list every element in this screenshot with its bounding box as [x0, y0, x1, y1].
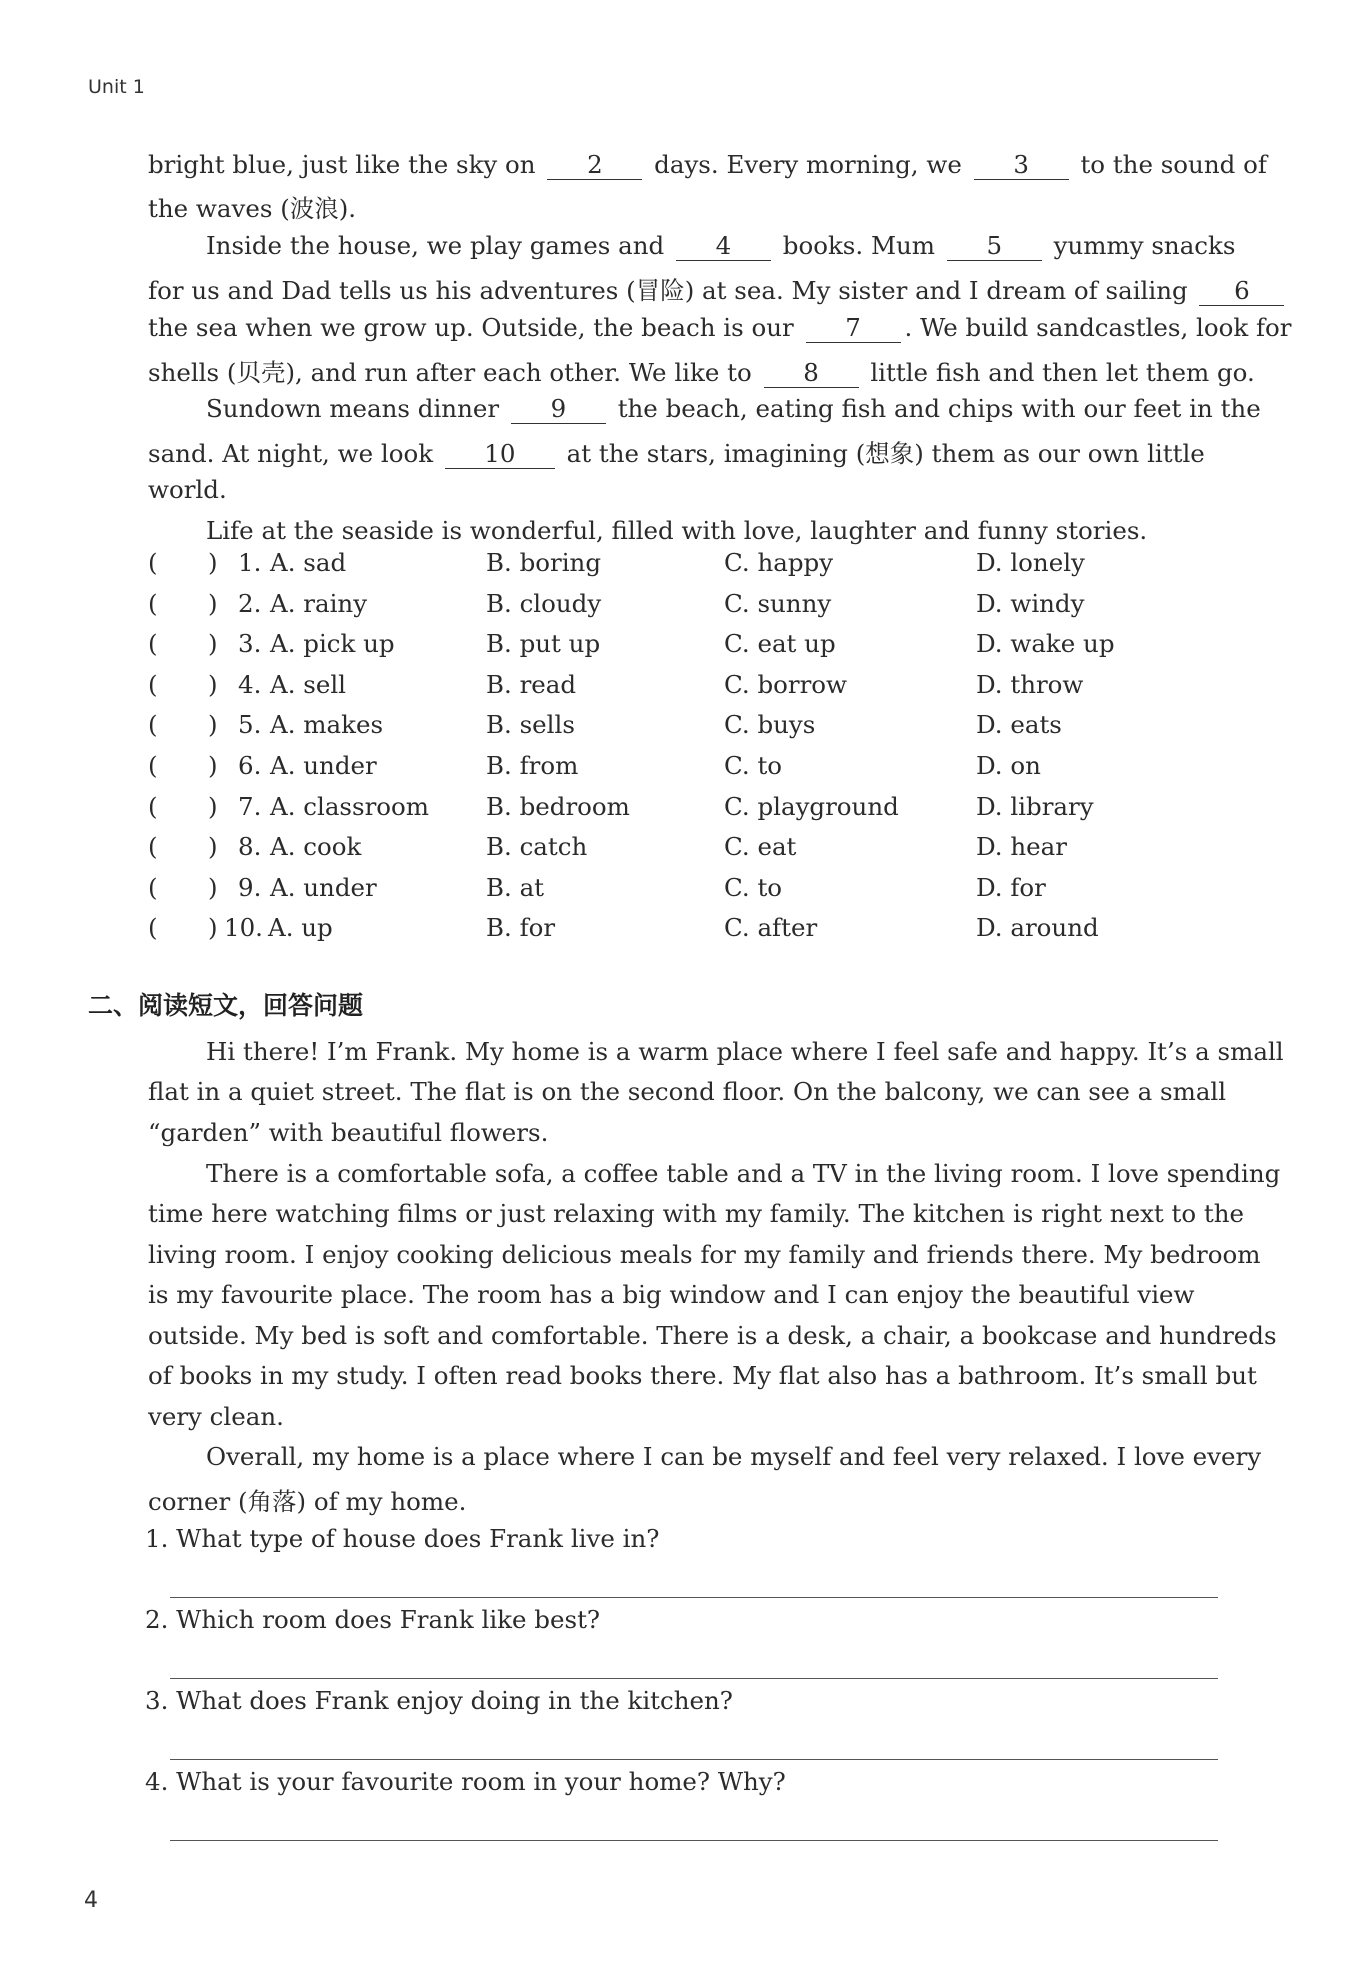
option-d: D. throw	[976, 670, 1084, 699]
question-2: 2. Which room does Frank like best?	[145, 1605, 601, 1634]
passage-line: Overall, my home is a place where I can be myself and feel very relaxed. I love every	[206, 1442, 1262, 1471]
answer-paren-open[interactable]: (	[148, 913, 158, 942]
option-c: C. borrow	[724, 670, 848, 699]
option-c: C. after	[724, 913, 818, 942]
option-number: 7.	[238, 792, 262, 821]
answer-paren-close: )	[208, 913, 218, 942]
option-a: A. pick up	[270, 629, 395, 658]
option-number: 2.	[238, 589, 262, 618]
answer-paren-open[interactable]: (	[148, 710, 158, 739]
option-b: B. boring	[486, 548, 602, 577]
answer-paren-close: )	[208, 670, 218, 699]
passage-line: Hi there! I’m Frank. My home is a warm place where I feel safe and happy. It’s a small	[206, 1037, 1284, 1066]
option-a: A. makes	[270, 710, 384, 739]
answer-line-1[interactable]	[170, 1597, 1218, 1598]
page-number: 4	[84, 1888, 98, 1913]
blank-7[interactable]: 7	[806, 314, 901, 343]
option-d: D. wake up	[976, 629, 1115, 658]
option-row	[148, 792, 1188, 828]
option-d: D. windy	[976, 589, 1085, 618]
passage-line: There is a comfortable sofa, a coffee table and a TV in the living room. I love spending	[206, 1159, 1281, 1188]
passage-line: the sea when we grow up. Outside, the beach is our 7 . We build sandcastles, look for	[148, 313, 1292, 342]
option-a: A. under	[270, 873, 377, 902]
option-b: B. bedroom	[486, 792, 630, 821]
option-d: D. eats	[976, 710, 1062, 739]
option-b: B. from	[486, 751, 579, 780]
answer-line-3[interactable]	[170, 1759, 1218, 1760]
passage-line: time here watching films or just relaxing with my family. The kitchen is right next to the	[148, 1199, 1245, 1228]
option-d: D. lonely	[976, 548, 1085, 577]
passage-line: of books in my study. I often read books there. My flat also has a bathroom. It’s small but	[148, 1361, 1257, 1390]
option-b: B. sells	[486, 710, 575, 739]
answer-paren-open[interactable]: (	[148, 873, 158, 902]
option-number: 8.	[238, 832, 262, 861]
option-number: 5.	[238, 710, 262, 739]
option-c: C. playground	[724, 792, 899, 821]
option-row	[148, 589, 1188, 625]
option-row	[148, 710, 1188, 746]
option-d: D. for	[976, 873, 1046, 902]
passage-line: for us and Dad tells us his adventures (冒险) at sea. My sister and I dream of sailing 6	[148, 272, 1288, 307]
option-d: D. hear	[976, 832, 1067, 861]
blank-4[interactable]: 4	[676, 232, 771, 261]
question-4: 4. What is your favourite room in your home? Why?	[145, 1767, 786, 1796]
option-row	[148, 670, 1188, 706]
passage-line: bright blue, just like the sky on 2 days. Every morning, we 3 to the sound of	[148, 150, 1267, 179]
passage-line: Sundown means dinner 9 the beach, eating fish and chips with our feet in the	[206, 394, 1261, 423]
answer-paren-open[interactable]: (	[148, 751, 158, 780]
option-number: 1.	[238, 548, 262, 577]
passage-line: “garden” with beautiful flowers.	[148, 1118, 549, 1147]
option-number: 10.	[224, 913, 263, 942]
option-c: C. happy	[724, 548, 834, 577]
answer-paren-close: )	[208, 629, 218, 658]
passage-line: corner (角落) of my home.	[148, 1487, 467, 1516]
unit-label: Unit 1	[88, 76, 145, 98]
option-c: C. to	[724, 873, 783, 902]
blank-2[interactable]: 2	[547, 151, 642, 180]
option-row	[148, 913, 1188, 949]
option-b: B. read	[486, 670, 577, 699]
option-row	[148, 832, 1188, 868]
question-1: 1. What type of house does Frank live in?	[145, 1524, 660, 1553]
blank-9[interactable]: 9	[511, 395, 606, 424]
option-b: B. cloudy	[486, 589, 602, 618]
option-a: A. cook	[270, 832, 362, 861]
option-number: 6.	[238, 751, 262, 780]
passage-line: Life at the seaside is wonderful, filled with love, laughter and funny stories.	[206, 516, 1148, 545]
option-number: 3.	[238, 629, 262, 658]
option-b: B. for	[486, 913, 556, 942]
option-b: B. at	[486, 873, 545, 902]
passage-line: sand. At night, we look 10 at the stars, imagining (想象) them as our own little	[148, 439, 1205, 468]
option-b: B. put up	[486, 629, 601, 658]
option-c: C. eat up	[724, 629, 836, 658]
answer-paren-open[interactable]: (	[148, 589, 158, 618]
passage-line: living room. I enjoy cooking delicious meals for my family and friends there. My bedroom	[148, 1240, 1261, 1269]
answer-paren-open[interactable]: (	[148, 629, 158, 658]
option-row	[148, 548, 1188, 584]
option-d: D. library	[976, 792, 1094, 821]
answer-paren-open[interactable]: (	[148, 792, 158, 821]
question-3: 3. What does Frank enjoy doing in the kitchen?	[145, 1686, 733, 1715]
option-row	[148, 751, 1188, 787]
answer-paren-close: )	[208, 751, 218, 780]
answer-paren-close: )	[208, 548, 218, 577]
option-d: D. on	[976, 751, 1041, 780]
option-a: A. sad	[270, 548, 347, 577]
option-row	[148, 629, 1188, 665]
answer-paren-open[interactable]: (	[148, 548, 158, 577]
answer-paren-open[interactable]: (	[148, 670, 158, 699]
option-number: 4.	[238, 670, 262, 699]
option-c: C. sunny	[724, 589, 832, 618]
option-c: C. buys	[724, 710, 816, 739]
option-b: B. catch	[486, 832, 588, 861]
answer-paren-close: )	[208, 832, 218, 861]
blank-6[interactable]: 6	[1199, 277, 1284, 306]
passage-line: very clean.	[148, 1402, 284, 1431]
option-c: C. eat	[724, 832, 797, 861]
answer-paren-close: )	[208, 873, 218, 902]
answer-line-2[interactable]	[170, 1678, 1218, 1679]
answer-paren-close: )	[208, 710, 218, 739]
option-row	[148, 873, 1188, 909]
passage-line: is my favourite place. The room has a big window and I can enjoy the beautiful view	[148, 1280, 1195, 1309]
option-a: A. rainy	[270, 589, 368, 618]
blank-10[interactable]: 10	[445, 440, 555, 469]
passage-line: outside. My bed is soft and comfortable. There is a desk, a chair, a bookcase and hundreds	[148, 1321, 1277, 1350]
passage-line: shells (贝壳), and run after each other. We like to 8 little fish and then let them go.	[148, 358, 1255, 387]
answer-line-4[interactable]	[170, 1840, 1218, 1841]
option-d: D. around	[976, 913, 1099, 942]
answer-paren-open[interactable]: (	[148, 832, 158, 861]
blank-5[interactable]: 5	[947, 232, 1042, 261]
passage-line: Inside the house, we play games and 4 books. Mum 5 yummy snacks	[206, 231, 1236, 260]
option-c: C. to	[724, 751, 783, 780]
blank-8[interactable]: 8	[764, 359, 859, 388]
blank-3[interactable]: 3	[974, 151, 1069, 180]
passage-line: world.	[148, 475, 227, 504]
option-number: 9.	[238, 873, 262, 902]
answer-paren-close: )	[208, 792, 218, 821]
option-a: A. under	[270, 751, 377, 780]
answer-paren-close: )	[208, 589, 218, 618]
option-a: A. sell	[270, 670, 347, 699]
passage-line: flat in a quiet street. The flat is on the second floor. On the balcony, we can see a small	[148, 1077, 1227, 1106]
option-a: A. classroom	[270, 792, 430, 821]
passage-line: the waves (波浪).	[148, 194, 357, 223]
option-a: A. up	[268, 913, 333, 942]
section-heading: 二、阅读短文，回答问题	[88, 991, 364, 1020]
